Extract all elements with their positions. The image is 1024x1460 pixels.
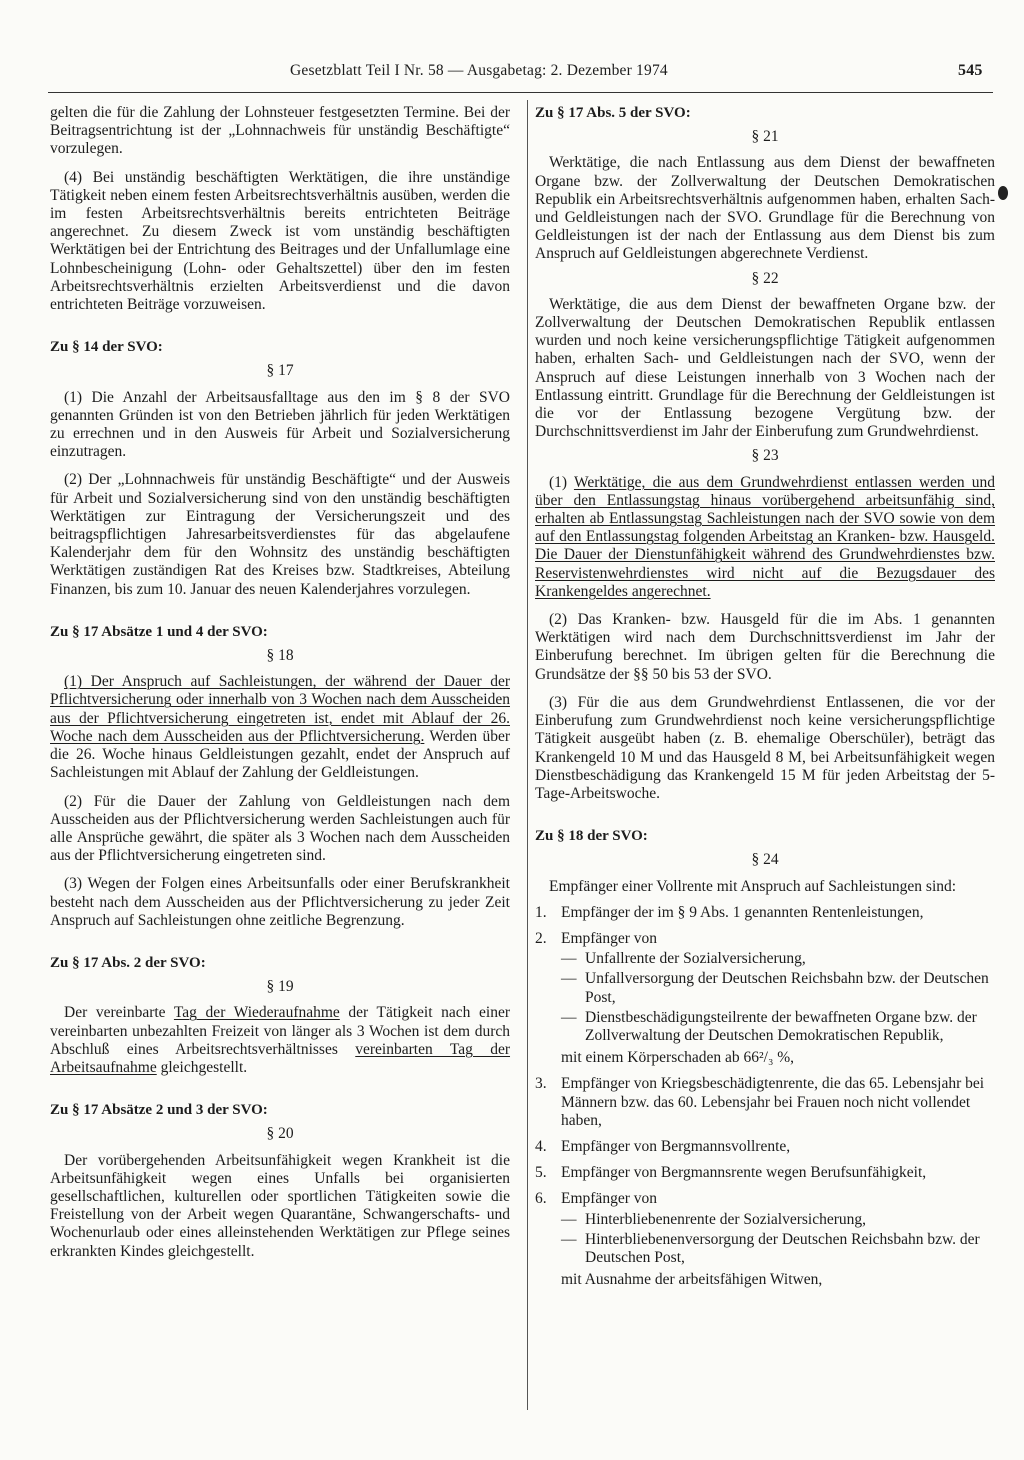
dash-item (535, 1231, 995, 1267)
list-item (535, 1190, 995, 1208)
dash-marker: — (561, 970, 577, 988)
list-text: Empfänger von Kriegsbeschädigtenrente, die das 65. Lebensjahr bei Männern bzw. das 60. Lebensjahr bei Frauen noch nicht vollendet haben, (561, 1075, 985, 1129)
list-number: 4. (535, 1137, 547, 1155)
list-item (535, 930, 995, 948)
dash-item (535, 970, 995, 1006)
paragraph: (4) Bei unständig beschäftigten Werktätigen, die ihre unständige Tätigkeit neben einem festen Arbeitsrechtsverhältnis ausüben, werden die im festen Arbeitsrechtsverhältnis bereits entrichteten Beiträge angerechnet. Zu diesem Zweck ist vom unständig beschäftigten Werktätigen bei der Entrichtung des Beitrages und der Unfallumlage eine Lohnbescheinigung (Lohn- oder Gehaltszettel) über den im festen Arbeitsrechtsverhältnis erzielten Arbeitsverdienst und die davon entrichteten Beiträge vorzuweisen. (50, 168, 510, 314)
underlined-text: Tag der Wiederaufnahme (173, 1004, 340, 1022)
section-heading: Zu § 17 Absätze 1 und 4 der SVO: (50, 623, 268, 640)
paragraph-number: § 24 (751, 851, 779, 869)
paragraph: (3) Für die aus dem Grundwehrdienst Entlassenen, die vor der Einberufung zum Grundwehrdienst noch keine versicherungspflichtige Tätigkeit ausgeübt haben (z. B. ehemalige Oberschüler), beträgt das Krankengeld 10 M und das Hausgeld 8 M, bei Arbeitsunfähigkeit wegen Dienstbeschädigung das Krankengeld 15 M für jeden Arbeitstag der 5-Tage-Arbeitswoche. (535, 693, 995, 802)
section-heading: Zu § 17 Abs. 2 der SVO: (50, 954, 206, 971)
list-text: Empfänger der im § 9 Abs. 1 genannten Rentenleistungen, (561, 903, 924, 921)
list-item (535, 1138, 995, 1156)
paragraph: Werktätige, die nach Entlassung aus dem Dienst der bewaffneten Organe bzw. der Zollverwaltung der Deutschen Demokratischen Republik ein Arbeitsrechtsverhältnis aufgenommen haben, erhalten Sach- und Geldleistungen nach der SVO. Grundlage für die Berechnung von Geldleistungen ist der nach der Entlassung aus dem Dienst bis zum Anspruch auf Geldleistungen abgerechnete Verdienst. (535, 154, 995, 263)
paragraph-number: § 19 (266, 978, 294, 996)
list-item (535, 904, 995, 922)
paragraph: gelten die für die Zahlung der Lohnsteuer festgesetzten Termine. Bei der Beitragsentrichtung ist der „Lohnnachweis für unständig Beschäftigte“ vorzulegen. (50, 104, 510, 158)
paragraph-number: § 22 (751, 269, 779, 287)
dash-item (535, 1211, 995, 1229)
column-divider (527, 100, 528, 1410)
text-span: Werden über die 26. Woche hinaus Geldleistungen gezahlt, endet der Anspruch auf Sachleistungen mit Ablauf der Zahlung der Geldleistungen. (50, 727, 510, 782)
paragraph-number: § 17 (266, 362, 294, 380)
dash-item (535, 1009, 995, 1045)
section-heading: Zu § 17 Absätze 2 und 3 der SVO: (50, 1102, 268, 1119)
text-span: gleichgestellt. (156, 1058, 248, 1076)
header-rule (48, 92, 993, 93)
paragraph: Werktätige, die aus dem Dienst der bewaffneten Organe bzw. der Zollverwaltung der Deutschen Demokratischen Republik entlassen wurden und noch keine versicherungspflichtige Tätigkeit aufgenommen haben, erhalten Sach- und Geldleistungen nach der SVO, wenn der Anspruch auf diese Leistungen innerhalb von 3 Wochen nach der Entlassung eintritt. Grundlage für die Berechnung der Geldleistungen ist die vor der Entlassung bezogene Vergütung bzw. der Durchschnittsverdienst im Jahr der Einberufung zum Grundwehrdienst. (535, 295, 995, 441)
dash-item (535, 950, 995, 968)
list-item (535, 1164, 995, 1182)
list-number: 1. (535, 903, 547, 921)
paragraph-number: § 23 (751, 447, 779, 465)
recipient-list (535, 904, 995, 1290)
list-tail: mit Ausnahme der arbeitsfähigen Witwen, (561, 1271, 823, 1289)
dash-marker: — (561, 1230, 577, 1248)
list-number: 3. (535, 1075, 547, 1093)
list-number: 6. (535, 1190, 547, 1208)
page-header (0, 62, 1024, 86)
right-column (535, 104, 995, 1289)
paragraph: (2) Für die Dauer der Zahlung von Geldleistungen nach dem Ausscheiden aus der Pflichtversicherung werden Sachleistungen auch für alle Ansprüche gewährt, die später als 3 Wochen nach dem Ausscheiden aus der Pflichtversicherung eingetreten sind. (50, 792, 510, 865)
paragraph: Empfänger einer Vollrente mit Anspruch auf Sachleistungen sind: (549, 877, 957, 895)
underlined-text: (1) Der Anspruch auf Sachleistungen, der während der Dauer der Pflichtversicherung oder innerhalb von 3 Wochen nach dem Ausscheiden aus der Pflichtversicherung eingetreten ist, endet mit Ablauf der 26. Woche nach dem Ausscheiden aus der Pflichtversicherung. (50, 673, 510, 745)
list-item (535, 1075, 995, 1130)
list-tail: mit einem Körperschaden ab 66²/₃ %, (561, 1049, 795, 1067)
dash-marker: — (561, 1210, 577, 1228)
list-text: Empfänger von Bergmannsrente wegen Berufsunfähigkeit, (561, 1164, 927, 1182)
dash-marker: — (561, 950, 577, 968)
left-column (50, 104, 510, 1261)
ink-blot-mark (998, 186, 1008, 200)
paragraph: (2) Der „Lohnnachweis für unständig Beschäftigte“ und der Ausweis für Arbeit und Sozialversicherung sind von den unständig beschäftigten Werktätigen zur Eintragung der Versicherungszeit und des beitragspflichtigen Jahresarbeitsverdienstes für das abgelaufene Kalenderjahr dem für den Wohnsitz des unständig beschäftigten Werktätigen zuständigen Rat des Kreises bzw. Stadtkreises, Abteilung Finanzen, bis zum 10. Januar des neuen Kalenderjahres vorzulegen. (50, 471, 510, 598)
text-span: Der vereinbarte (64, 1004, 174, 1022)
text-span: (1) (549, 473, 574, 491)
dash-text: Hinterbliebenenrente der Sozialversicherung, (585, 1210, 867, 1228)
dash-text: Dienstbeschädigungsteilrente der bewaffneten Organe bzw. der Zollverwaltung der Deutschen Demokratischen Republik, (585, 1008, 977, 1044)
paragraph: (2) Das Kranken- bzw. Hausgeld für die im Abs. 1 genannten Werktätigen wird nach dem Durchschnittsverdienst im Jahr der Einberufung berechnet. Im übrigen gelten für die Berechnung die Grundsätze der §§ 50 bis 53 der SVO. (535, 611, 995, 683)
paragraph: (3) Wegen der Folgen eines Arbeitsunfalls oder einer Berufskrankheit besteht nach dem Ausscheiden aus der Pflichtversicherung zu jeder Zeit Anspruch auf Sachleistungen ohne zeitliche Begrenzung. (50, 875, 510, 929)
list-number: 2. (535, 929, 547, 947)
paragraph: (1) Die Anzahl der Arbeitsausfalltage aus den im § 8 der SVO genannten Gründen ist von den Betrieben jährlich für jeden Werktätigen zu errechnen und in den Ausweis für Arbeit und Sozialversicherung einzutragen. (50, 388, 510, 461)
paragraph-number: § 21 (751, 128, 779, 146)
section-heading: Zu § 18 der SVO: (535, 828, 648, 845)
page-number: 545 (958, 62, 983, 79)
gazette-title: Gesetzblatt Teil I Nr. 58 — Ausgabetag: 2. Dezember 1974 (290, 62, 668, 79)
paragraph: Der vorübergehenden Arbeitsunfähigkeit wegen Krankheit ist die Arbeitsunfähigkeit wegen eines Unfalls bei organisierten gesellschaftlichen, kulturellen oder sportlichen Tätigkeiten sowie die Freistellung von der Arbeit wegen Quarantäne, Schwangerschafts- und Wochenurlaub oder eines alleinstehenden Werktätigen zur Pflege seines erkrankten Kindes gleichgestellt. (50, 1151, 510, 1260)
dash-text: Unfallversorgung der Deutschen Reichsbahn bzw. der Deutschen Post, (585, 970, 989, 1006)
list-text: Empfänger von Bergmannsvollrente, (561, 1137, 791, 1155)
dash-text: Hinterbliebenenversorgung der Deutschen Reichsbahn bzw. der Deutschen Post, (585, 1230, 980, 1266)
dash-marker: — (561, 1008, 577, 1026)
list-number: 5. (535, 1164, 547, 1182)
dash-text: Unfallrente der Sozialversicherung, (585, 950, 806, 968)
paragraph (535, 474, 995, 601)
text-span: der Tätigkeit nach einer vereinbarten unbezahlten Freizeit von länger als 3 Wochen ist dem durch Abschluß eines Arbeitsrechtsverhältnisses (50, 1004, 510, 1058)
underlined-text: Werktätige, die aus dem Grundwehrdienst entlassen werden und über den Entlassungstag hinaus vorübergehend arbeitsunfähig sind, erhalten ab Entlassungstag Sachleistungen nach der SVO sowie von dem auf den Entlassungstag folgenden Arbeitstag an Kranken- bzw. Hausgeld. Die Dauer der Dienstunfähigkeit während des Grundwehrdienstes bzw. Reservistenwehrdienstes wird nicht auf die Bezugsdauer des Krankengeldes angerechnet. (535, 473, 995, 600)
paragraph-number: § 18 (266, 647, 294, 665)
list-text: Empfänger von (561, 1190, 657, 1208)
section-heading: Zu § 14 der SVO: (50, 339, 163, 356)
underlined-text: vereinbarten Tag der Arbeitsaufnahme (50, 1040, 511, 1076)
list-text: Empfänger von (561, 929, 657, 947)
paragraph-number: § 20 (266, 1125, 294, 1143)
section-heading: Zu § 17 Abs. 5 der SVO: (535, 105, 691, 121)
paragraph (50, 1004, 510, 1077)
paragraph (50, 673, 510, 782)
